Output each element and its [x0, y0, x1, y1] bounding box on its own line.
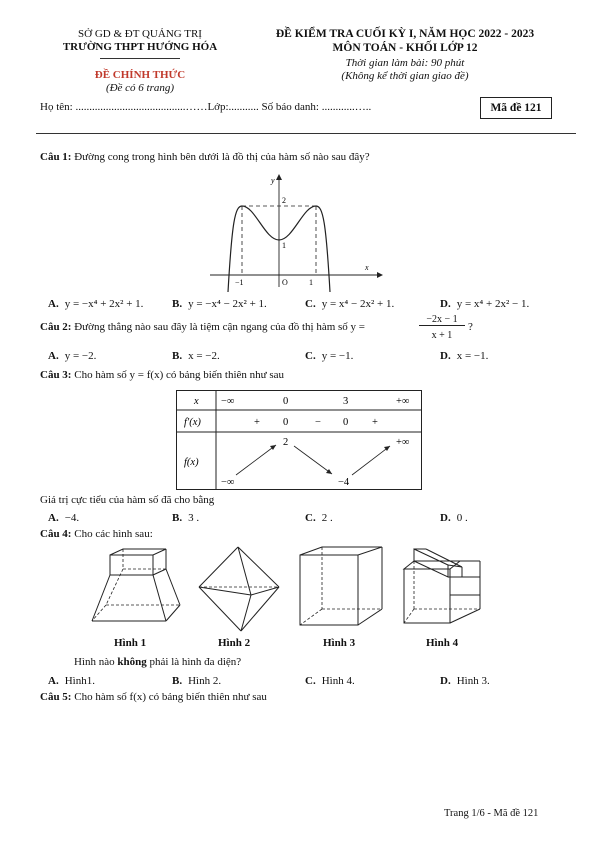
q2-stem	[40, 321, 365, 333]
student-info-line: Họ tên: ........................................……Lớp:........... Số báo danh: ............…..	[40, 101, 372, 113]
tbl-fp-5: +	[372, 417, 378, 428]
tbl-fp-label: f′(x)	[184, 417, 201, 428]
q3-text: Cho hàm số y = f(x) có bảng biến thiên như sau	[74, 369, 285, 381]
school-name: TRƯỜNG THPT HƯỚNG HÓA	[62, 41, 218, 53]
q1-stem	[40, 151, 370, 163]
origin-label: O	[282, 278, 288, 287]
caption-figure-3: Hình 3	[323, 637, 356, 649]
q4-stem	[40, 528, 153, 540]
q5-text: Cho hàm số f(x) có bảng biến thiên như sau	[74, 691, 267, 703]
arrow-up-1	[236, 445, 276, 475]
header-rule	[36, 133, 576, 134]
subject: MÔN TOÁN - KHỐI LỚP 12	[332, 42, 478, 54]
tbl-fp-2: 0	[283, 417, 289, 428]
exam-title: ĐỀ KIỂM TRA CUỐI KỲ I, NĂM HỌC 2022 - 2023	[275, 28, 535, 40]
header-divider	[100, 58, 180, 59]
tbl-x-pos-inf: +∞	[396, 396, 410, 407]
y-axis-arrow	[276, 174, 282, 180]
q1-label: Câu 1:	[40, 151, 72, 163]
caption-figure-2: Hình 2	[218, 637, 251, 649]
tick-neg1: −1	[235, 278, 244, 287]
q3-option-b[interactable]: B. 3 .	[172, 512, 200, 524]
tbl-f-top-right: +∞	[396, 437, 410, 448]
tbl-x-0: 0	[283, 396, 289, 407]
q2-option-b[interactable]: B. x = −2.	[172, 350, 220, 362]
q3-variation-table	[176, 390, 422, 490]
tbl-x-neg-inf: −∞	[221, 396, 235, 407]
tbl-f-bot-mid: −4	[338, 477, 350, 488]
exam-code-box: Mã đề 121	[480, 97, 552, 119]
q1-option-d[interactable]: D. y = x⁴ + 2x² − 1.	[440, 298, 530, 310]
tbl-fp-4: 0	[343, 417, 349, 428]
tbl-f-bot-left: −∞	[221, 477, 235, 488]
arrow-down	[294, 446, 332, 474]
q2-option-c[interactable]: C. y = −1.	[305, 350, 354, 362]
q5-label: Câu 5:	[40, 691, 72, 703]
y-label: y	[271, 176, 275, 185]
q1-option-b[interactable]: B. y = −x⁴ − 2x² + 1.	[172, 298, 267, 310]
tick-y1: 1	[282, 241, 286, 250]
q2-text: Đường thẳng nào sau đây là tiệm cận ngang của đồ thị hàm số y =	[74, 321, 366, 333]
tick-2: 2	[282, 196, 286, 205]
tbl-f-label: f(x)	[184, 457, 199, 468]
q3-option-a[interactable]: A. −4.	[48, 512, 80, 524]
q2-option-a[interactable]: A. y = −2.	[48, 350, 97, 362]
table-border	[177, 391, 422, 490]
time-limit: Thời gian làm bài: 90 phút	[345, 57, 465, 69]
official-label: ĐỀ CHÍNH THỨC	[94, 69, 186, 81]
q1-option-a[interactable]: A. y = −x⁴ + 2x² + 1.	[48, 298, 144, 310]
q3-option-d[interactable]: D. 0 .	[440, 512, 468, 524]
q2-label: Câu 2:	[40, 321, 72, 333]
q4-option-b[interactable]: B. Hình 2.	[172, 675, 222, 687]
q2-option-d[interactable]: D. x = −1.	[440, 350, 489, 362]
q1-option-c[interactable]: C. y = x⁴ − 2x² + 1.	[305, 298, 395, 310]
x-axis-arrow	[377, 272, 383, 278]
tbl-fp-3: −	[315, 417, 321, 428]
q2-fraction-denominator: x + 1	[431, 330, 453, 341]
q3-option-c[interactable]: C. 2 .	[305, 512, 333, 524]
q3-question: Giá trị cực tiểu của hàm số đã cho bằng	[40, 494, 215, 506]
q4-text: Cho các hình sau:	[74, 528, 153, 540]
caption-figure-1: Hình 1	[114, 637, 147, 649]
figure-2	[193, 543, 283, 633]
tbl-f-top-mid: 2	[283, 437, 289, 448]
tbl-x-3: 3	[343, 396, 349, 407]
q4-question: Hình nào không phải là hình đa diện?	[74, 656, 242, 668]
page-footer: Trang 1/6 - Mã đề 121	[444, 808, 539, 819]
figure-4	[400, 547, 485, 627]
arrow-up-2	[352, 446, 390, 475]
q5-stem	[40, 691, 267, 703]
time-note: (Không kể thời gian giao đề)	[341, 70, 469, 82]
q2-fraction-numerator: −2x − 1	[419, 314, 465, 326]
q2-question-mark: ?	[468, 321, 473, 333]
caption-figure-4: Hình 4	[426, 637, 459, 649]
q3-stem	[40, 369, 284, 381]
tick-1: 1	[309, 278, 313, 287]
q1-text: Đường cong trong hình bên dưới là đồ thị của hàm số nào sau đây?	[74, 151, 370, 163]
tbl-x: x	[194, 396, 199, 407]
q1-graph	[205, 172, 385, 292]
q4-label: Câu 4:	[40, 528, 72, 540]
dept-name: SỞ GD & ĐT QUẢNG TRỊ	[78, 28, 202, 40]
tbl-fp-1: +	[254, 417, 260, 428]
figure-1	[88, 545, 183, 630]
q4-option-d[interactable]: D. Hình 3.	[440, 675, 490, 687]
figure-3	[296, 545, 388, 630]
q4-option-c[interactable]: C. Hình 4.	[305, 675, 355, 687]
q3-label: Câu 3:	[40, 369, 72, 381]
pages-note: (Đề có 6 trang)	[105, 82, 175, 94]
x-label: x	[365, 263, 369, 272]
q4-option-a[interactable]: A. Hình1.	[48, 675, 95, 687]
